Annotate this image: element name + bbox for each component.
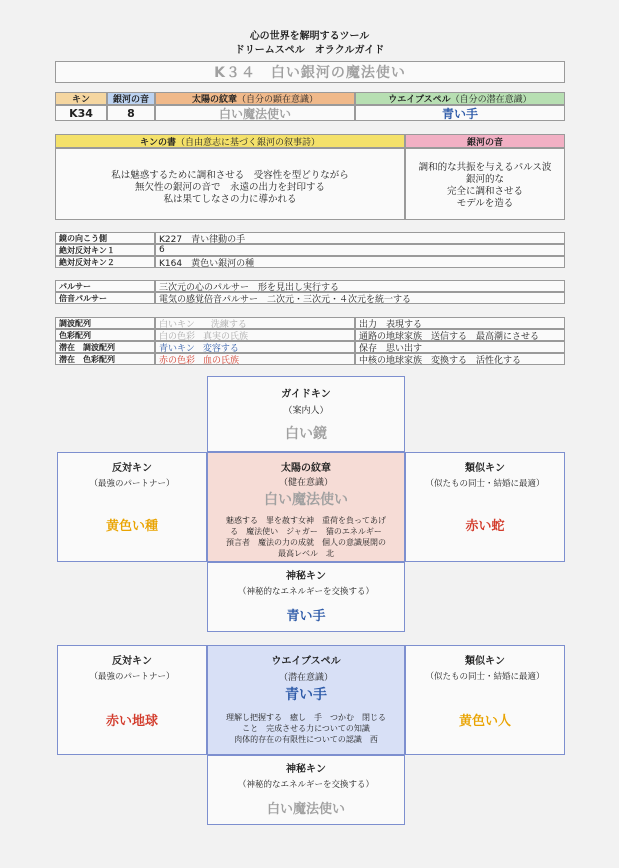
wave-header-note: （自分の潜在意識） — [450, 95, 532, 105]
oracle2-antipode-sub: （最強のパートナー） — [89, 672, 175, 682]
harm-right-3: 保存 思い出す — [355, 341, 565, 353]
oracle2-antipode-box — [57, 645, 207, 755]
oracle2-analog-title: 類似キン — [465, 656, 505, 667]
page-title: K３４ 白い銀河の魔法使い — [214, 65, 406, 81]
oracle1-antipode-sub: （最強のパートナー） — [89, 479, 175, 489]
oracle1-guide-name: 白い鏡 — [285, 426, 327, 442]
pulsar-value-1: 三次元の心のパルサー 形を見出し実行する — [155, 280, 565, 292]
harm-value-2b: 真実の氏族 — [203, 331, 249, 342]
oracle2-center-title: ウエイブスペル — [271, 656, 341, 667]
oracle2-center-desc-2: こと 完成させる力についての知識 — [242, 724, 370, 733]
tone-line-2: 銀河的な — [465, 174, 504, 185]
sun-header-label: 太陽の紋章 — [191, 95, 237, 105]
book-line-3: 私は果てしなさの力に導かれる — [163, 194, 297, 205]
tone-line-4: モデルを造る — [456, 198, 514, 209]
kin-header: キン — [55, 92, 107, 105]
oracle2-center-box — [207, 645, 405, 755]
harm-right-2: 通路の地球家族 送信する 最高潮にさせる — [355, 329, 565, 341]
oracle1-occult-box — [207, 562, 405, 632]
oracle1-antipode-box — [57, 452, 207, 562]
pulsar-label-2: 倍音パルサー — [55, 292, 155, 304]
oracle1-analog-name: 赤い蛇 — [465, 519, 505, 534]
oracle2-center-desc-3: 肉体的存在の有限性についての認識 西 — [234, 735, 378, 744]
oracle1-occult-title: 神秘キン — [286, 571, 326, 582]
book-header-label: キンの書 — [140, 137, 176, 148]
sun-header — [155, 92, 355, 105]
oracle1-center-title: 太陽の紋章 — [281, 463, 331, 474]
rel-label-2: 絶対反対キン１ — [55, 244, 155, 256]
rel-label-3: 絶対反対キン２ — [55, 256, 155, 268]
pulsar-label-1: パルサー — [55, 280, 155, 292]
oracle1-analog-box — [405, 452, 565, 562]
book-line-2: 無欠性の銀河の音で 永遠の出力を封印する — [134, 182, 325, 193]
oracle1-occult-sub: （神秘的なエネルギーを交換する） — [237, 587, 374, 597]
harm-right-1: 出力 表現する — [355, 317, 565, 329]
wave-header-label: ウエイブスペル — [388, 95, 451, 105]
harm-label-1: 調波配列 — [55, 317, 155, 329]
harm-right-4: 中核の地球家族 変換する 活性化する — [355, 353, 565, 365]
tone-header: 銀河の音 — [107, 92, 155, 105]
harm-value-1 — [155, 317, 355, 329]
oracle1-antipode-title: 反対キン — [112, 463, 152, 474]
oracle2-antipode-title: 反対キン — [112, 656, 152, 667]
oracle2-center-name: 青い手 — [285, 687, 327, 703]
title-box — [55, 61, 565, 83]
oracle2-occult-box — [207, 755, 405, 825]
book-header — [55, 134, 405, 148]
rel-value-3: K164 黄色い銀河の種 — [155, 256, 565, 268]
harm-value-2 — [155, 329, 355, 341]
oracle2-analog-box — [405, 645, 565, 755]
wave-header — [355, 92, 565, 105]
tone-line-1: 調和的な共振を与えるパルス波 — [418, 162, 552, 173]
oracle1-analog-title: 類似キン — [465, 463, 505, 474]
rel-label-1: 鏡の向こう側 — [55, 232, 155, 244]
oracle1-center-desc-4: 最高レベル 北 — [278, 549, 334, 558]
harm-value-4a: 赤の色彩 — [159, 355, 196, 366]
oracle2-occult-name: 白い魔法使い — [266, 802, 345, 817]
book-header-note: （自由意志に基づく銀河の叙事詩） — [175, 137, 320, 148]
oracle1-guide-box — [207, 376, 405, 452]
oracle1-analog-sub: （似たもの同士・結婚に最適） — [425, 479, 545, 489]
oracle1-center-box — [207, 452, 405, 562]
harm-value-4 — [155, 353, 355, 365]
oracle2-center-desc-1: 理解し把握する 癒し 手 つかむ 閉じる — [226, 713, 386, 722]
oracle2-analog-name: 黄色い人 — [458, 714, 511, 729]
oracle1-center-name: 白い魔法使い — [264, 492, 348, 508]
sun-value: 白い魔法使い — [155, 105, 355, 121]
oracle1-occult-name: 青い手 — [286, 609, 326, 624]
tone-text-box — [405, 148, 565, 220]
header-line-2: ドリームスペル オラクルガイド — [234, 45, 385, 56]
rel-value-1: K227 青い律動の手 — [155, 232, 565, 244]
harm-label-2: 色彩配列 — [55, 329, 155, 341]
harm-value-2a: 白の色彩 — [159, 331, 196, 342]
oracle1-center-desc-3: 預言者 魔法の力の成就 個人の意識展開の — [226, 538, 386, 547]
rel-value-2: 6 — [155, 244, 565, 256]
wave-value: 青い手 — [355, 105, 565, 121]
book-line-1: 私は魅惑するために調和させる 受容性を型どりながら — [111, 170, 349, 181]
oracle1-center-desc-1: 魅惑する 罪を赦す女神 重荷を負ってあげ — [226, 516, 386, 525]
oracle1-antipode-name: 黄色い種 — [105, 519, 158, 534]
oracle2-occult-title: 神秘キン — [286, 764, 326, 775]
oracle2-antipode-name: 赤い地球 — [105, 714, 158, 729]
tone-value: 8 — [107, 105, 155, 121]
tone-line-3: 完全に調和させる — [446, 186, 523, 197]
harm-label-3: 潜在 調波配列 — [55, 341, 155, 353]
oracle2-occult-sub: （神秘的なエネルギーを交換する） — [237, 780, 374, 790]
harm-label-4: 潜在 色彩配列 — [55, 353, 155, 365]
oracle1-guide-title: ガイドキン — [281, 389, 331, 400]
harm-value-4b: 血の氏族 — [203, 355, 240, 366]
sun-header-note: （自分の顕在意識） — [237, 95, 319, 105]
harm-value-1a: 白いキン — [159, 319, 195, 330]
tone2-header: 銀河の音 — [405, 134, 565, 148]
harm-value-1b: 洗練する — [210, 319, 247, 330]
harm-value-3b: 変容する — [202, 343, 239, 354]
harm-value-3a: 青いキン — [159, 343, 195, 354]
header-line-1: 心の世界を解明するツール — [249, 31, 370, 42]
oracle2-center-sub: （潜在意識） — [278, 673, 333, 683]
harm-value-3 — [155, 341, 355, 353]
oracle1-center-desc-2: る 魔法使い ジャガー 猫のエネルギー — [230, 527, 382, 536]
book-text-box — [55, 148, 405, 220]
pulsar-value-2: 電気の感覚倍音パルサー 二次元・三次元・４次元を統一する — [155, 292, 565, 304]
oracle1-center-sub: （健在意識） — [278, 478, 333, 488]
oracle1-guide-sub: （案内人） — [283, 406, 329, 416]
oracle2-analog-sub: （似たもの同士・結婚に最適） — [425, 672, 545, 682]
kin-value: K34 — [55, 105, 107, 121]
